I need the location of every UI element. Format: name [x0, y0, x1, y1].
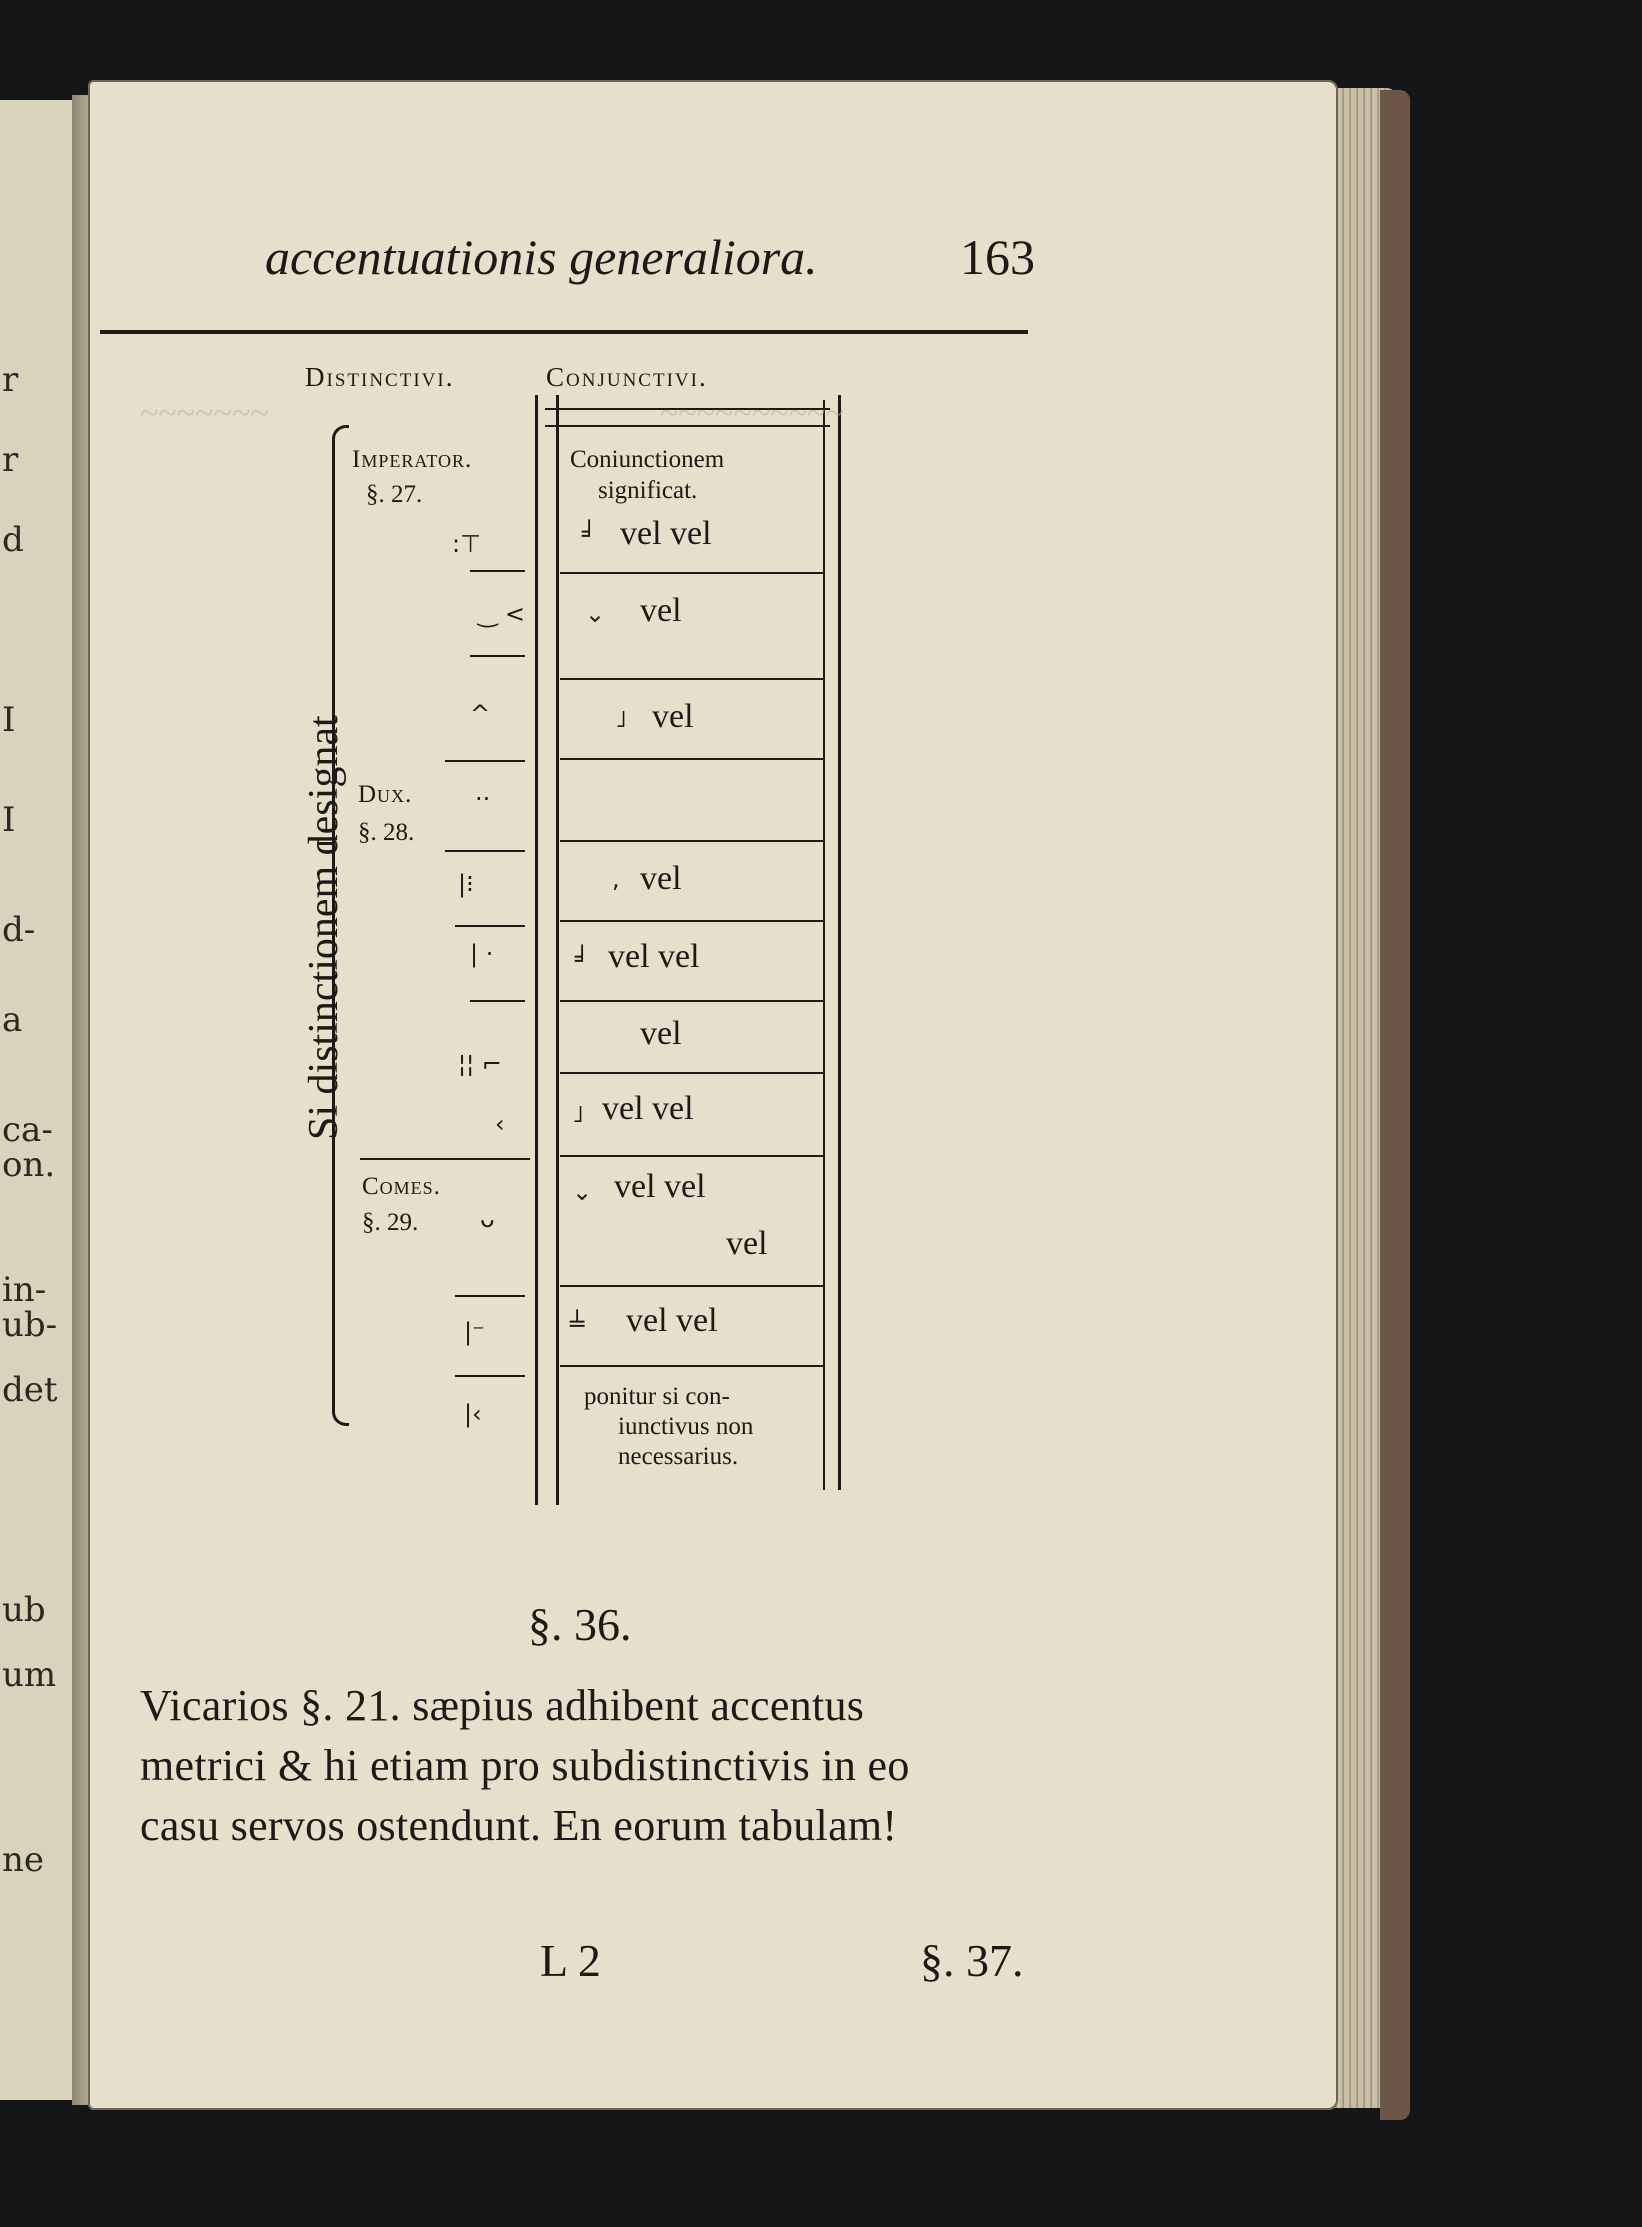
table-row-rule [560, 1155, 825, 1157]
section-number: §. 36. [528, 1599, 632, 1650]
left-fragment: a [2, 1000, 23, 1040]
show-through: ~~~~~~~ [140, 395, 269, 432]
accent-sign-icon: ⌄ [572, 1178, 593, 1206]
table-row-rule [560, 1072, 825, 1074]
accent-sign-icon: :⊤ [452, 530, 481, 558]
accent-sign-icon: ‹ [495, 1110, 505, 1138]
table-row-rule [560, 1365, 825, 1367]
conj-row: vel vel [602, 1090, 694, 1127]
note-line-1: ponitur si con- [584, 1383, 730, 1410]
table-row-rule [560, 1000, 825, 1002]
body-text-line: Vicarios §. 21. sæpius adhibent accentus [140, 1681, 865, 1730]
accent-sign-icon: , [612, 865, 620, 893]
left-fragment: in- [2, 1270, 47, 1310]
accent-sign-icon: ╛ [575, 945, 590, 973]
body-text-line: metrici & hi etiam pro subdistinctivis in eo [140, 1741, 910, 1790]
table-row-rule [560, 572, 825, 574]
accent-sign-icon: ᴗ [480, 1205, 495, 1233]
group-dux-ref: §. 28. [358, 819, 415, 846]
group-imperator-ref: §. 27. [366, 481, 423, 508]
conj-row: vel vel [620, 515, 712, 552]
accent-sign-icon: |⁝ [458, 870, 474, 898]
table-vertical-rule [823, 400, 825, 1490]
accent-sign-icon: ^ [470, 700, 491, 728]
conj-row: vel [640, 860, 682, 897]
conj-row: vel [726, 1225, 768, 1262]
table-short-rule [445, 850, 525, 852]
body-text-line: casu servos ostendunt. En eorum tabulam! [140, 1801, 898, 1850]
conj-row: vel [640, 1015, 682, 1052]
signature-mark: L 2 [540, 1935, 601, 1986]
group-dux: Dux. [358, 781, 413, 808]
catchword: §. 37. [920, 1935, 1024, 1986]
table-short-rule [455, 925, 525, 927]
table-row-rule [560, 1285, 825, 1287]
accent-sign-icon: | · [470, 940, 494, 968]
accent-sign-icon: ˩ [572, 1100, 584, 1128]
accent-sign-icon: ·· [475, 785, 491, 813]
accent-sign-icon: ˩ [615, 705, 627, 733]
side-label: Si distinctionem designat [301, 715, 347, 1140]
table-vertical-rule [838, 395, 841, 1490]
conj-row: vel vel [626, 1302, 718, 1339]
group-comes-ref: §. 29. [362, 1209, 419, 1236]
accent-sign-icon: ╧ [570, 1310, 585, 1338]
table-vertical-rule [535, 395, 538, 1505]
book-cover [1380, 90, 1410, 2120]
table-short-rule [470, 570, 525, 572]
left-fragment: um [2, 1655, 57, 1695]
conj-row: vel [640, 592, 682, 629]
note-line-3: necessarius. [618, 1443, 739, 1470]
table-short-rule [445, 760, 525, 762]
accent-sign-icon: |⁻ [464, 1318, 485, 1346]
note-line-2: iunctivus non [618, 1413, 754, 1440]
page-number: 163 [960, 229, 1035, 285]
table-row-rule [560, 678, 825, 680]
left-fragment: r [2, 360, 19, 400]
table-short-rule [455, 1295, 525, 1297]
table-row-rule [560, 840, 825, 842]
column-head-distinctivi: Distinctivi. [305, 362, 455, 392]
table-vertical-rule [556, 395, 559, 1505]
conj-row: vel vel [608, 938, 700, 975]
left-fragment: on. [2, 1145, 56, 1185]
accent-sign-icon: ‿ < [478, 600, 526, 628]
table-row-rule [560, 920, 825, 922]
running-head: accentuationis generaliora. [265, 229, 818, 285]
accent-sign-icon: ╛ [582, 520, 597, 548]
conj-row: vel vel [614, 1168, 706, 1205]
left-fragment: det [2, 1370, 58, 1410]
conj-row: vel [652, 698, 694, 735]
left-fragment: ne [2, 1840, 45, 1880]
accent-sign-icon: ¦¦ ⌐ [458, 1050, 502, 1078]
left-fragment: ca- [2, 1110, 53, 1150]
left-fragment: I [2, 800, 16, 840]
left-fragment: ub [2, 1590, 46, 1630]
header-rule [100, 330, 1028, 334]
accent-sign-icon: |‹ [464, 1400, 482, 1428]
left-fragment: d- [2, 910, 36, 950]
group-comes: Comes. [362, 1173, 441, 1200]
left-fragment: r [2, 440, 19, 480]
left-fragment: ub- [2, 1305, 58, 1345]
table-short-rule [470, 1000, 525, 1002]
left-fragment: d [2, 520, 24, 560]
group-imperator: Imperator. [352, 446, 473, 473]
table-row-rule [560, 758, 825, 760]
left-fragment: I [2, 700, 16, 740]
table-short-rule [360, 1158, 530, 1160]
show-through: ~~~~~~~~~~ [660, 395, 844, 432]
conj-head-line-2: significat. [598, 477, 698, 504]
column-head-conjunctivi: Conjunctivi. [546, 362, 708, 392]
conj-head-line-1: Coniunctionem [570, 446, 725, 473]
table-short-rule [455, 1375, 525, 1377]
table-short-rule [470, 655, 525, 657]
accent-sign-icon: ⌄ [585, 600, 606, 628]
